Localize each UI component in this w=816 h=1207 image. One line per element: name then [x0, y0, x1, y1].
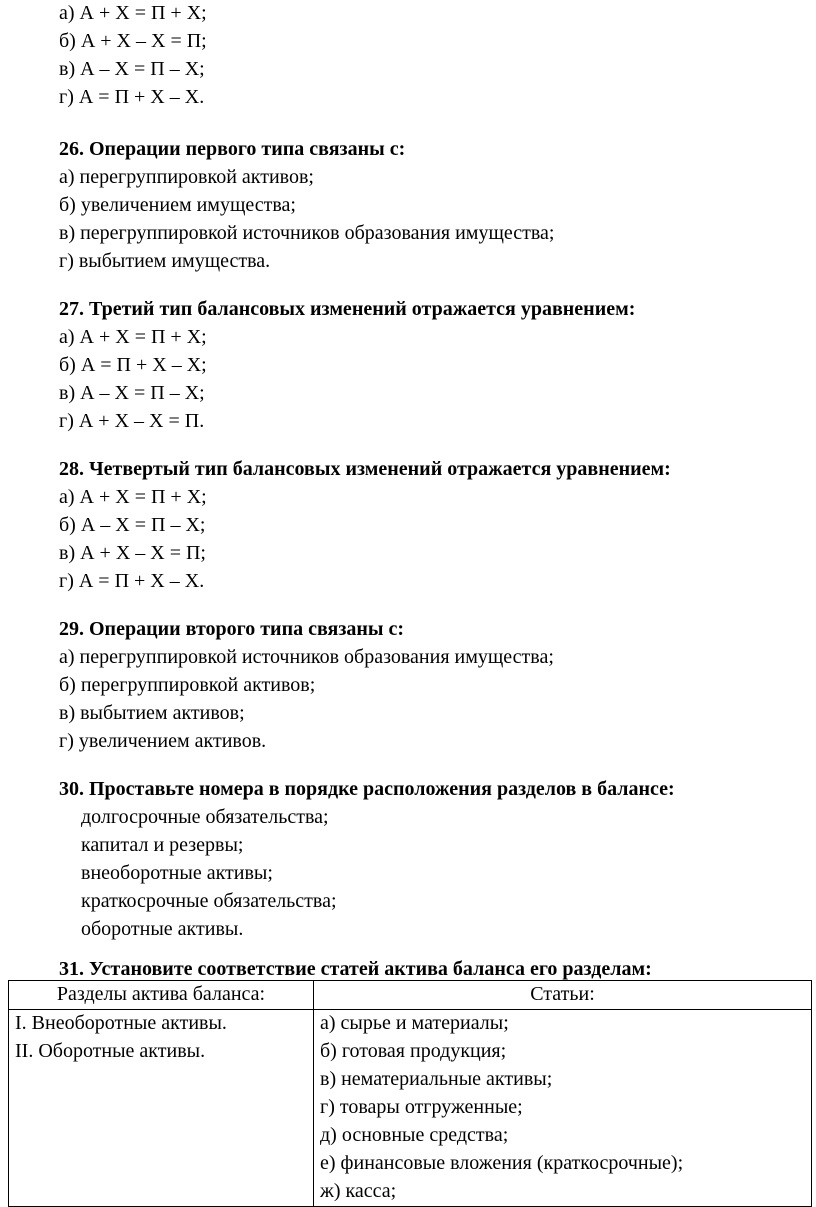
q26-option-d: г) выбытием имущества.: [59, 250, 271, 272]
q30-item: оборотные активы.: [81, 918, 244, 940]
q30-item: капитал и резервы;: [81, 834, 244, 856]
item-label: д) основные средства;: [320, 1124, 509, 1146]
q28-option-b: б) А – Х = П – Х;: [59, 514, 206, 536]
q29-option-b: б) перегруппировкой активов;: [59, 674, 316, 696]
option-b: б) А + Х – Х = П;: [59, 30, 207, 52]
q27-option-d: г) А + Х – Х = П.: [59, 410, 205, 432]
sections-cell: [9, 1010, 314, 1207]
matching-table: [8, 980, 812, 1207]
q30-item: долгосрочные обязательства;: [81, 806, 329, 828]
option-d: г) А = П + Х – Х.: [59, 86, 205, 108]
items-cell: [314, 1010, 812, 1207]
q29-option-d: г) увеличением активов.: [59, 730, 267, 752]
header-sections: Разделы актива баланса:: [9, 981, 314, 1010]
section-label: I. Внеоборотные активы.: [15, 1012, 227, 1034]
item-label: ж) касса;: [320, 1180, 397, 1202]
q26-option-a: а) перегруппировкой активов;: [59, 166, 314, 188]
question-27-title: 27. Третий тип балансовых изменений отражается уравнением:: [59, 298, 636, 320]
table-row: [9, 1010, 812, 1207]
section-label: II. Оборотные активы.: [15, 1040, 206, 1062]
q30-item: внеоборотные активы;: [81, 862, 273, 884]
option-c: в) А – Х = П – Х;: [59, 58, 205, 80]
option-a: а) А + Х = П + Х;: [59, 2, 207, 24]
q26-option-b: б) увеличением имущества;: [59, 194, 296, 216]
q29-option-a: а) перегруппировкой источников образования имущества;: [59, 646, 554, 668]
question-29-title: 29. Операции второго типа связаны с:: [59, 618, 405, 640]
item-label: а) сырье и материалы;: [320, 1012, 509, 1034]
q28-option-a: а) А + Х = П + Х;: [59, 486, 207, 508]
q30-item: краткосрочные обязательства;: [81, 890, 337, 912]
q28-option-c: в) А + Х – Х = П;: [59, 542, 206, 564]
q27-option-a: а) А + Х = П + Х;: [59, 326, 207, 348]
question-28-title: 28. Четвертый тип балансовых изменений отражается уравнением:: [59, 458, 671, 480]
item-label: е) финансовые вложения (краткосрочные);: [320, 1152, 684, 1174]
q26-option-c: в) перегруппировкой источников образования имущества;: [59, 222, 555, 244]
item-label: б) готовая продукция;: [320, 1040, 507, 1062]
question-30-title: 30. Проставьте номера в порядке расположения разделов в балансе:: [59, 778, 675, 800]
q29-option-c: в) выбытием активов;: [59, 702, 245, 724]
q27-option-c: в) А – Х = П – Х;: [59, 382, 205, 404]
item-label: г) товары отгруженные;: [320, 1096, 523, 1118]
header-items: Статьи:: [314, 981, 812, 1010]
question-31-title: 31. Установите соответствие статей актива баланса его разделам:: [59, 958, 652, 980]
item-label: в) нематериальные активы;: [320, 1068, 553, 1090]
table-header-row: [9, 981, 812, 1010]
q28-option-d: г) А = П + Х – Х.: [59, 570, 205, 592]
q27-option-b: б) А = П + Х – Х;: [59, 354, 207, 376]
question-26-title: 26. Операции первого типа связаны с:: [59, 138, 406, 160]
